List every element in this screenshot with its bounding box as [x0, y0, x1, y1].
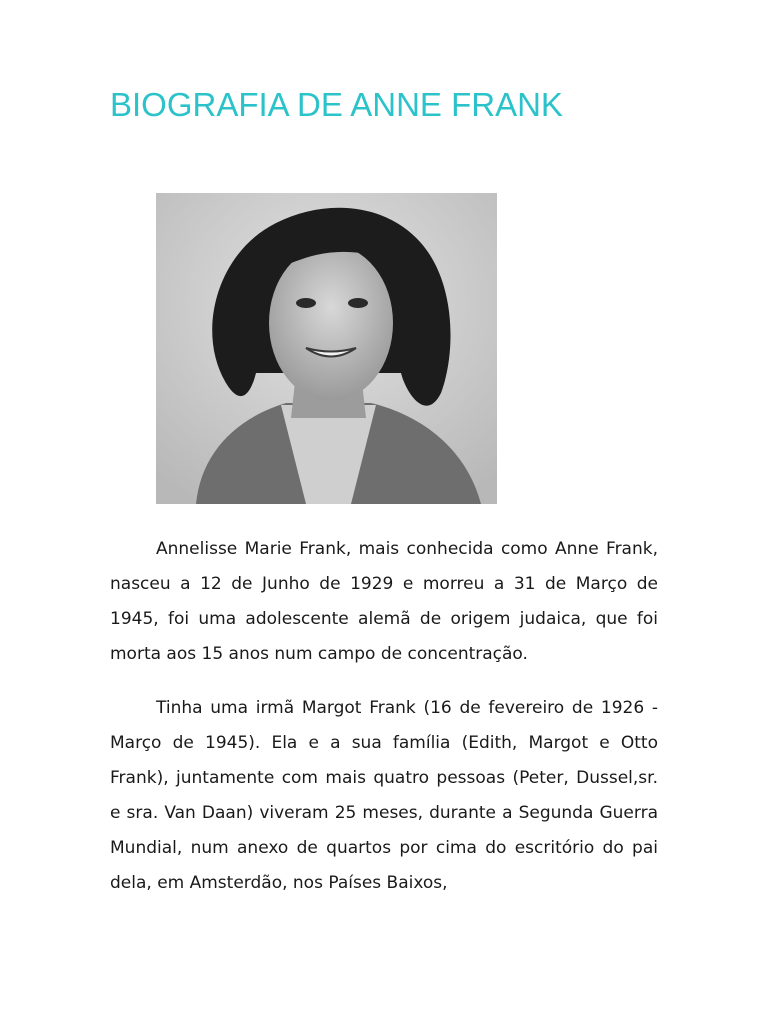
paragraph-1: Annelisse Marie Frank, mais conhecida como Anne Frank, nasceu a 12 de Junho de 1929 e morreu a 31 de Março de 1945, foi uma adolescente alemã de origem judaica, que foi morta aos 15 anos num campo de concentração. [110, 539, 658, 664]
paragraph-2: Tinha uma irmã Margot Frank (16 de fevereiro de 1926 - Março de 1945). Ela e a sua família (Edith, Margot e Otto Frank), juntamente com mais quatro pessoas (Peter, Dussel,sr. e sra. Van Daan) viveram 25 meses, durante a Segunda Guerra Mundial, num anexo de quartos por cima do escritório do pai dela, em Amsterdão, nos Países Baixos, [110, 698, 658, 893]
portrait-photo [156, 193, 497, 504]
page-title: BIOGRAFIA DE ANNE FRANK [110, 86, 563, 123]
body-text [110, 532, 658, 920]
portrait-photo-icon [156, 193, 497, 504]
